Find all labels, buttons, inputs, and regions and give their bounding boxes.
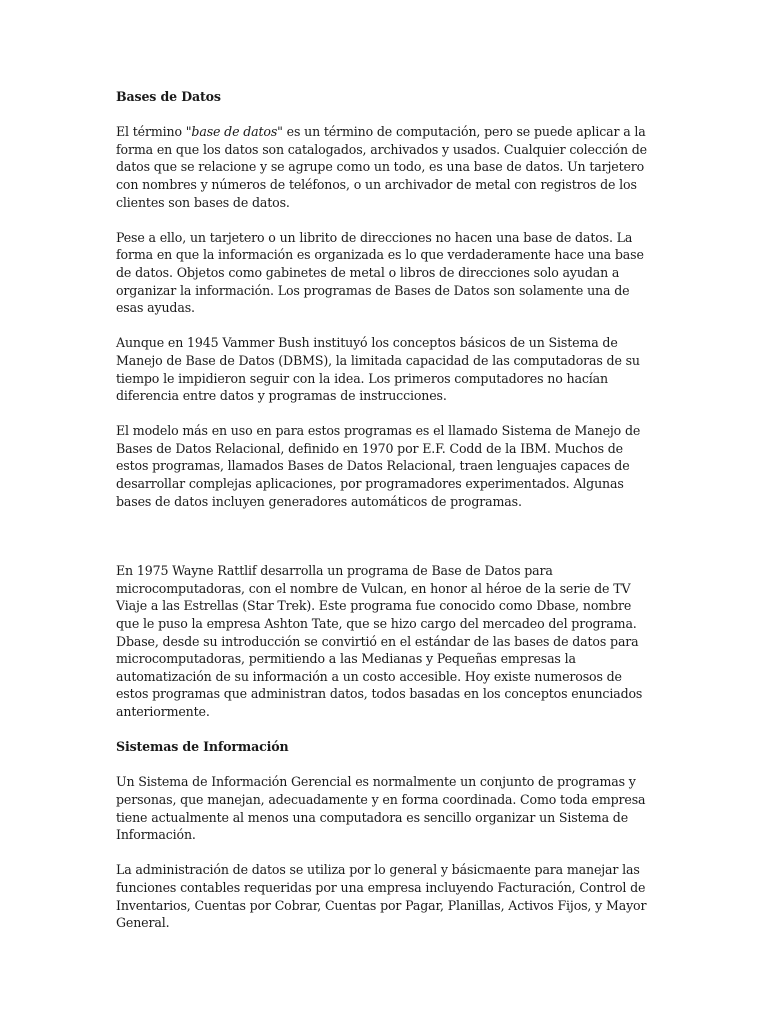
emphasis-term: base de datos — [191, 124, 278, 140]
document-page — [116, 88, 656, 932]
paragraph-relational-model: El modelo más en uso en para estos programas es el llamado Sistema de Manejo de Bases de Datos Relacional, definido en 1970 por E.F. Codd de la IBM. Muchos de estos programas, llamados Bases de Datos Relacional, traen lenguajes capaces de desarrollar complejas aplicaciones, por programadores experimentados. Algunas bases de datos incluyen generadores automáticos de programas. — [116, 423, 641, 509]
paragraph-definition — [116, 123, 656, 211]
paragraph-sistema-gerencial: Un Sistema de Información Gerencial es normalmente un conjunto de programas y personas, que manejan, adecuadamente y en forma coordinada. Como toda empresa tiene actualmente al menos una computadora es sencillo organizar un Sistema de Información. — [116, 774, 646, 843]
section-heading-sistemas-de-informacion: Sistemas de Información — [116, 739, 289, 755]
paragraph-definition-end: " es un término de computación, pero se puede aplicar a la forma en que los datos son catalogados, archivados y usados. Cualquier colección de datos que se relacione y se agrupe como un todo, es una base de datos. Un tarjetero con nombres y números de teléfonos, o un archivador de metal con registros de los clientes son bases de datos. — [116, 124, 647, 210]
paragraph-history-1945: Aunque en 1945 Vammer Bush instituyó los conceptos básicos de un Sistema de Manejo de Base de Datos (DBMS), la limitada capacidad de las computadoras de su tiempo le impidieron seguir con la idea. Los primeros computadores no hacían diferencia entre datos y programas de instrucciones. — [116, 335, 640, 404]
paragraph-dbase-history: En 1975 Wayne Rattlif desarrolla un programa de Base de Datos para microcomputadoras, con el nombre de Vulcan, en honor al héroe de la serie de TV Viaje a las Estrellas (Star Trek). Este programa fue conocido como Dbase, nombre que le puso la empresa Ashton Tate, que se hizo cargo del mercadeo del programa. Dbase, desde su introducción se convirtió en el estándar de las bases de datos para microcomputadoras, permitiendo a las Medianas y Pequeñas empresas la automatización de su información a un costo accesible. Hoy existe numerosos de estos programas que administran datos, todos basadas en los conceptos enunciados anteriormente. — [116, 563, 643, 719]
paragraph-administracion-datos: La administración de datos se utiliza por lo general y básicmaente para manejar las funciones contables requeridas por una empresa incluyendo Facturación, Control de Inventarios, Cuentas por Cobrar, Cuentas por Pagar, Planillas, Activos Fijos, y Mayor General. — [116, 862, 647, 931]
paragraph-organization: Pese a ello, un tarjetero o un librito de direcciones no hacen una base de datos. La forma en que la información es organizada es lo que verdaderamente hace una base de datos. Objetos como gabinetes de metal o libros de direcciones solo ayudan a organizar la información. Los programas de Bases de Datos son solamente una de esas ayudas. — [116, 229, 644, 316]
section-heading-bases-de-datos: Bases de Datos — [116, 89, 221, 104]
paragraph-definition-start: El término " — [116, 124, 192, 140]
